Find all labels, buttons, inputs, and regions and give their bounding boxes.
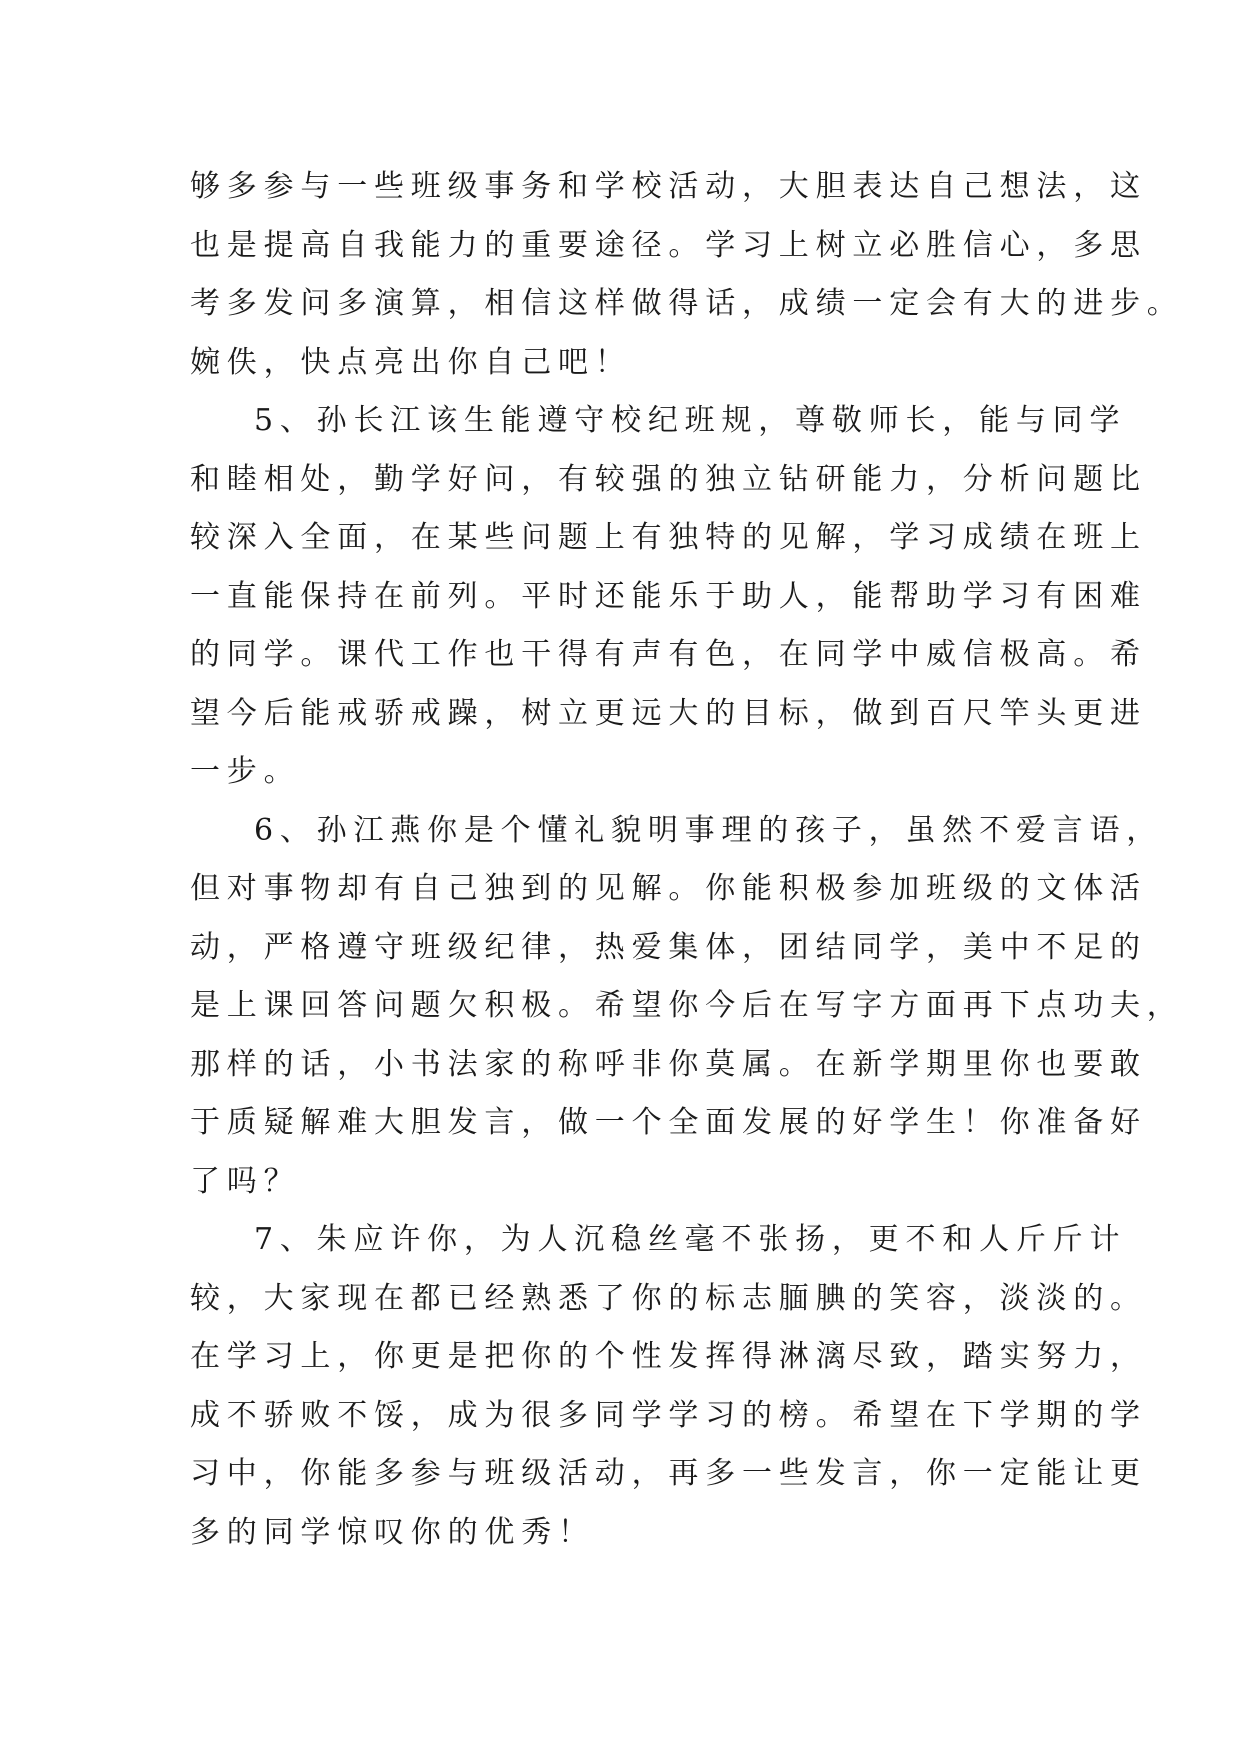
text-line: 多的同学惊叹你的优秀！ [190,1514,595,1550]
text-line: 了吗？ [190,1163,301,1199]
text-line: 望今后能戒骄戒躁，树立更远大的目标，做到百尺竿头更进 [190,695,1147,731]
text-line: 和睦相处，勤学好问，有较强的独立钻研能力，分析问题比 [190,461,1147,497]
text-line: 也是提高自我能力的重要途径。学习上树立必胜信心，多思 [190,227,1147,263]
text-line: 习中，你能多参与班级活动，再多一些发言，你一定能让更 [190,1456,1147,1491]
text-line: 考多发问多演算，相信这样做得话，成绩一定会有大的进步。 [190,286,1184,321]
text-line: 在学习上，你更是把你的个性发挥得淋漓尽致，踏实努力， [190,1339,1147,1374]
paragraph-5-first-line: 5、孙长江该生能遵守校纪班规，尊敬师长，能与同学 [254,403,1127,438]
text-line: 一步。 [190,754,301,789]
text-line: 的同学。课代工作也干得有声有色，在同学中威信极高。希 [190,637,1147,672]
text-line: 是上课回答问题欠积极。希望你今后在写字方面再下点功夫， [190,988,1184,1023]
text-line: 较深入全面，在某些问题上有独特的见解，学习成绩在班上 [190,520,1147,555]
paragraph-7-first-line: 7、朱应许你，为人沉稳丝毫不张扬，更不和人斤斤计 [254,1222,1127,1257]
text-line: 动，严格遵守班级纪律，热爱集体，团结同学，美中不足的 [190,929,1147,965]
document-body [190,158,1184,1562]
text-line: 那样的话，小书法家的称呼非你莫属。在新学期里你也要敢 [190,1046,1147,1082]
text-line: 够多参与一些班级事务和学校活动，大胆表达自己想法，这 [190,169,1147,204]
text-line: 婉佚，快点亮出你自己吧！ [190,344,632,380]
text-line: 于质疑解难大胆发言，做一个全面发展的好学生！你准备好 [190,1105,1147,1140]
text-line: 一直能保持在前列。平时还能乐于助人，能帮助学习有困难 [190,578,1147,614]
text-line: 成不骄败不馁，成为很多同学学习的榜。希望在下学期的学 [190,1397,1147,1433]
paragraph-6-first-line: 6、孙江燕你是个懂礼貌明事理的孩子，虽然不爱言语， [254,812,1164,848]
text-line: 但对事物却有自己独到的见解。你能积极参加班级的文体活 [190,871,1147,906]
text-line: 较，大家现在都已经熟悉了你的标志腼腆的笑容，淡淡的。 [190,1280,1147,1316]
